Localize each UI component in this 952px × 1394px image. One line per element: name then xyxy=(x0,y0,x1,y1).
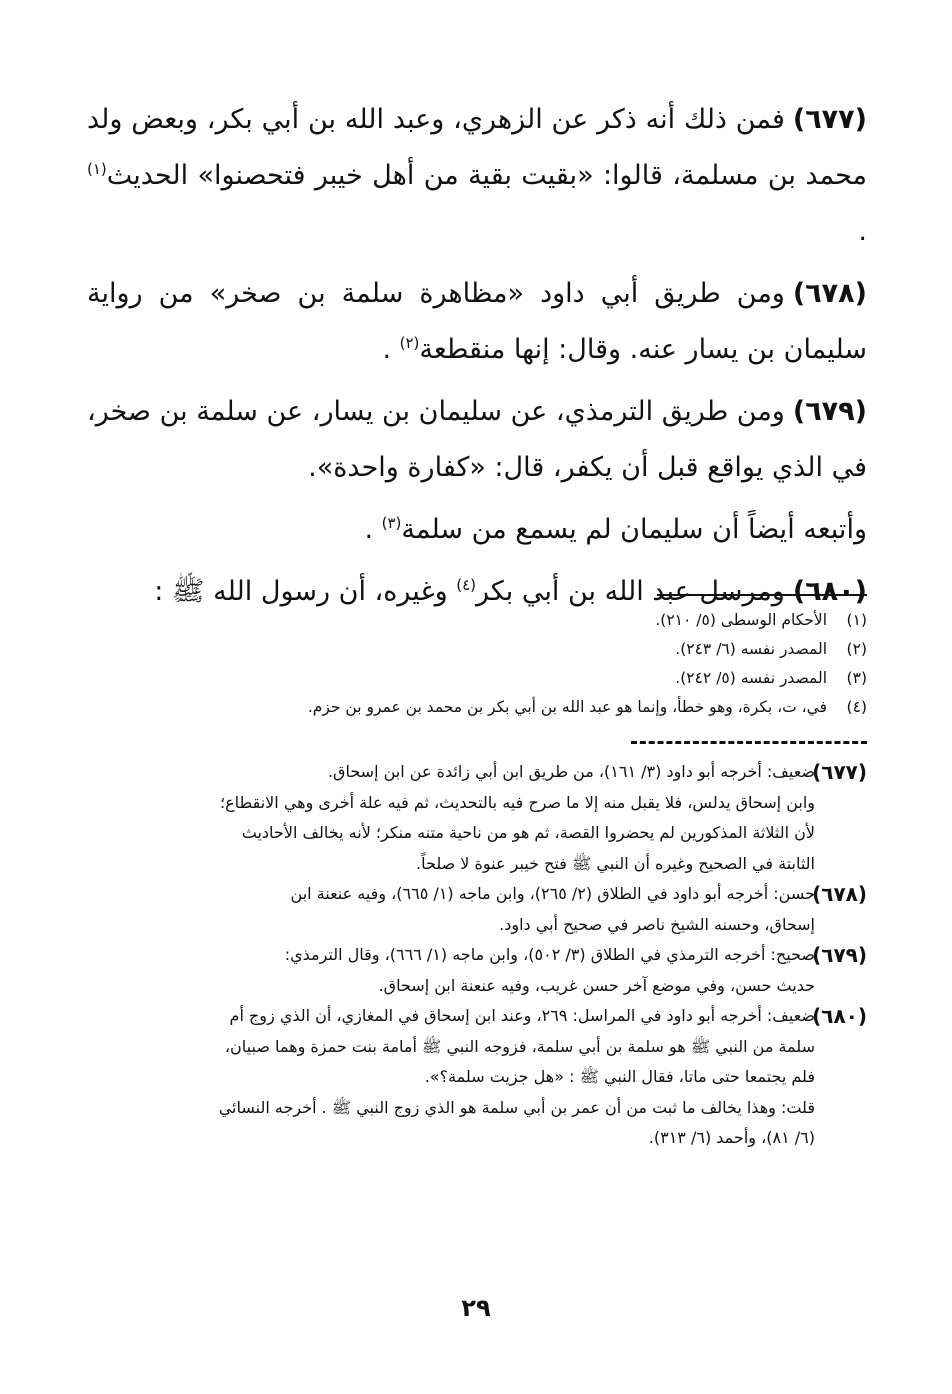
note-number: (٦٧٩) xyxy=(812,943,867,967)
note-line: فلم يجتمعا حتى ماتا، فقال النبي ﷺ : «هل جزيت سلمة؟». xyxy=(424,1067,815,1086)
footnote-item xyxy=(87,635,867,664)
paragraph-text: ومن طريق أبي داود «مظاهرة سلمة بن صخر» من رواية سليمان بن يسار عنه. وقال: إنها منقطعة xyxy=(87,278,867,365)
paragraph-end: . xyxy=(858,216,867,247)
note-line: ضعيف: أخرجه أبو داود (٣/ ١٦١)، من طريق ابن أبي زائدة عن ابن إسحاق. xyxy=(327,762,815,781)
takhrij-note-677 xyxy=(87,757,867,879)
paragraph-679 xyxy=(87,384,867,496)
takhrij-note-680 xyxy=(87,1001,867,1154)
footnote-text: الأحكام الوسطى (٥/ ٢١٠). xyxy=(655,611,827,629)
note-line: حديث حسن، وفي موضع آخر حسن غريب، وفيه عنعنة ابن إسحاق. xyxy=(378,975,815,995)
footnote-text: المصدر نفسه (٦/ ٢٤٣). xyxy=(675,640,827,658)
takhrij-notes xyxy=(87,757,867,1154)
note-line: الثابتة في الصحيح وغيره أن النبي ﷺ فتح خيبر عنوة لا صلحاً. xyxy=(416,853,815,873)
note-number: (٦٧٨) xyxy=(812,882,867,906)
hadith-number: (٦٧٩) xyxy=(792,396,867,427)
note-line: سلمة من النبي ﷺ هو سلمة بن أبي سلمة، فزوجه النبي ﷺ أمامة بنت حمزة وهما صبيان، xyxy=(224,1036,815,1056)
footnote-number: (٢) xyxy=(846,640,867,658)
paragraph-end: . xyxy=(382,334,400,365)
paragraph-text: ومن طريق الترمذي، عن سليمان بن يسار، عن سلمة بن صخر، في الذي يواقع قبل أن يكفر، قال: «كفارة واحدة». xyxy=(87,396,867,483)
paragraph-677 xyxy=(87,92,867,260)
note-line: قلت: وهذا يخالف ما ثبت من أن عمر بن أبي سلمة هو الذي زوج النبي ﷺ . أخرجه النسائي xyxy=(218,1097,815,1117)
page-number: ٢٩ xyxy=(461,1294,491,1322)
note-line: لأن الثلاثة المذكورين لم يحضروا القصة، ثم هو من ناحية متنه منكر؛ لأنه يخالف الأحاديث xyxy=(241,823,815,842)
paragraph-679-continued xyxy=(87,502,867,558)
paragraph-end: . xyxy=(364,514,382,545)
note-number: (٦٨٠) xyxy=(812,1004,867,1028)
takhrij-note-678 xyxy=(87,879,867,940)
hadith-number: (٦٧٧) xyxy=(792,104,867,135)
footnote-number: (٤) xyxy=(846,698,867,716)
hadith-number: (٦٧٨) xyxy=(792,278,867,309)
footnote-ref[interactable]: (٣) xyxy=(381,514,402,532)
note-body xyxy=(87,1001,815,1154)
paragraph-text: ومرسل عبد الله بن أبي بكر xyxy=(475,576,785,607)
hadith-number: (٦٨٠) xyxy=(792,576,867,607)
footnote-item xyxy=(87,606,867,635)
footnotes xyxy=(87,606,867,722)
takhrij-note-679 xyxy=(87,940,867,1001)
paragraph-text: فمن ذلك أنه ذكر عن الزهري، وعبد الله بن أبي بكر، وبعض ولد محمد بن مسلمة، قالوا: «بقيت بقية من أهل خيبر فتحصنوا» الحديث xyxy=(87,104,867,191)
footnote-number: (٣) xyxy=(846,669,867,687)
footnote-item xyxy=(87,693,867,722)
note-line: صحيح: أخرجه الترمذي في الطلاق (٣/ ٥٠٢)، وابن ماجه (١/ ٦٦٦)، وقال الترمذي: xyxy=(284,945,815,964)
footnote-ref[interactable]: (٢) xyxy=(399,334,420,352)
footnote-ref[interactable]: (٤) xyxy=(456,576,476,594)
paragraph-text: وأتبعه أيضاً أن سليمان لم يسمع من سلمة xyxy=(401,514,867,545)
note-body xyxy=(87,757,815,879)
paragraph-678 xyxy=(87,266,867,378)
note-body xyxy=(87,879,815,940)
footnote-number: (١) xyxy=(846,611,867,629)
footnote-ref[interactable]: (١) xyxy=(87,160,107,178)
note-line: حسن: أخرجه أبو داود في الطلاق (٢/ ٢٦٥)، وابن ماجه (١/ ٦٦٥)، وفيه عنعنة ابن xyxy=(290,884,815,903)
main-text xyxy=(87,92,867,626)
footnote-item xyxy=(87,664,867,693)
takhrij-divider xyxy=(631,741,867,744)
footnote-text: في، ت، بكرة، وهو خطأ، وإنما هو عبد الله بن أبي بكر بن محمد بن عمرو بن حزم. xyxy=(307,698,827,716)
note-line: إسحاق، وحسنه الشيخ ناصر في صحيح أبي داود. xyxy=(499,914,815,934)
note-line: وابن إسحاق يدلس، فلا يقبل منه إلا ما صرح فيه بالتحديث، ثم فيه علة أخرى وهي الانقطاع؛ xyxy=(219,792,815,812)
note-line: ضعيف: أخرجه أبو داود في المراسل: ٢٦٩، وعند ابن إسحاق في المغازي، أن الذي زوج أم xyxy=(229,1006,815,1025)
note-body xyxy=(87,940,815,1001)
footnote-text: المصدر نفسه (٥/ ٢٤٢). xyxy=(675,669,827,687)
paragraph-end: وغيره، أن رسول الله ﷺ : xyxy=(154,576,457,607)
note-number: (٦٧٧) xyxy=(812,760,867,784)
footnote-divider xyxy=(657,594,867,596)
note-line: (٦/ ٨١)، وأحمد (٦/ ٣١٣). xyxy=(648,1128,815,1147)
